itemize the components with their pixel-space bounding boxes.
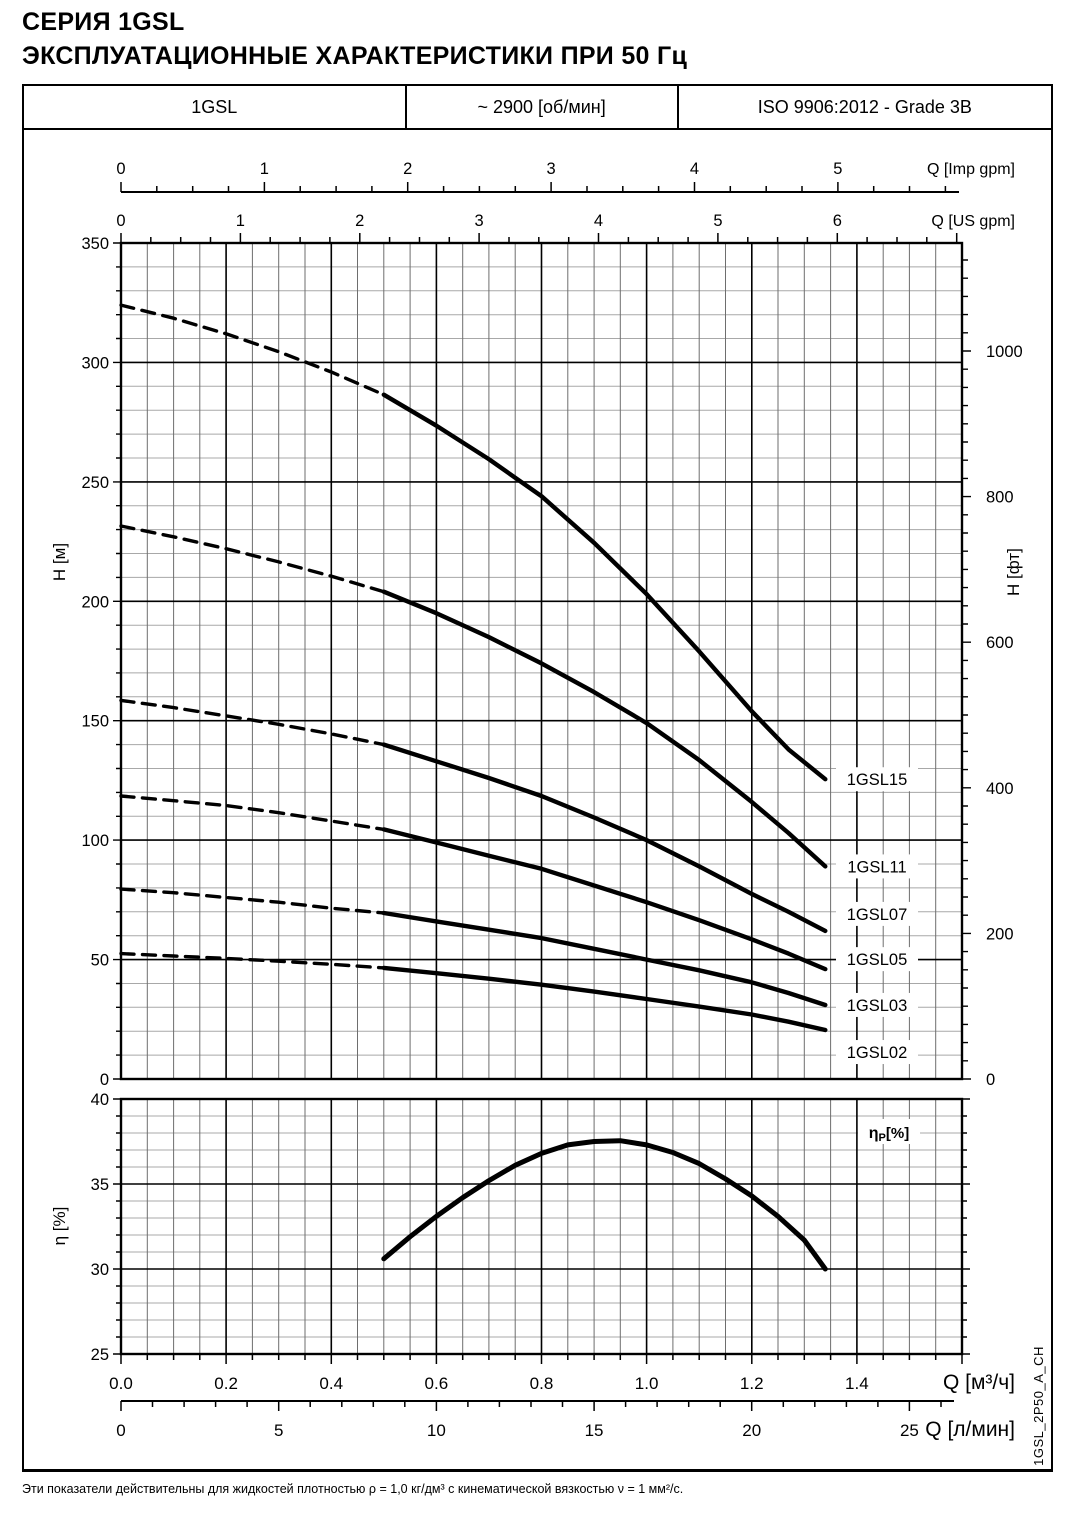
us-gpm-tick-label: 1 (235, 212, 245, 230)
m3h-tick-label: 0.0 (109, 1374, 133, 1393)
us-gpm-tick-label: 3 (474, 212, 484, 230)
imp-gpm-tick-label: 2 (403, 160, 413, 178)
eta-tick-label: 35 (90, 1176, 109, 1194)
series-label-layer (836, 767, 918, 1064)
axis-label-q-m3h: Q [м³/ч] (942, 1371, 1015, 1394)
head-ft-tick-label: 800 (986, 488, 1014, 507)
page-title-series: СЕРИЯ 1GSL (22, 8, 185, 36)
head-m-tick-label: 250 (81, 473, 109, 492)
curve-solid-1GSL11 (384, 592, 826, 867)
lmin-tick-label: 25 (899, 1421, 919, 1440)
curve-solid-1GSL15 (384, 395, 826, 780)
m3h-tick-label: 1.0 (634, 1374, 659, 1393)
us-gpm-tick-label: 0 (116, 212, 126, 230)
header-pump-model: 1GSL (24, 86, 407, 128)
head-m-tick-label: 350 (81, 235, 109, 253)
curve-label-1GSL11: 1GSL11 (847, 858, 907, 877)
curve-label-1GSL02: 1GSL02 (846, 1044, 908, 1063)
performance-chart (24, 130, 1051, 1467)
head-m-tick-label: 0 (99, 1071, 109, 1089)
axis-label-us-gpm: Q [US gpm] (931, 213, 1015, 230)
major-vertical-gridlines (226, 243, 857, 1354)
head-ft-tick-label: 200 (986, 925, 1014, 944)
m3h-tick-label: 0.2 (214, 1374, 238, 1393)
axis-label-head-m: H [м] (50, 542, 69, 582)
chart-frame (22, 84, 1053, 1472)
m3h-tick-label: 1.2 (739, 1374, 764, 1393)
us-gpm-tick-label: 6 (832, 212, 842, 230)
m3h-tick-marks (121, 1354, 962, 1364)
curve-label-1GSL07: 1GSL07 (846, 905, 908, 924)
lmin-tick-label: 20 (742, 1421, 762, 1440)
head-ft-tick-label: 0 (986, 1071, 996, 1089)
imp-gpm-tick-label: 4 (689, 160, 700, 178)
eta-tick-label: 30 (90, 1261, 109, 1279)
axis-label-imp-gpm: Q [Imp gpm] (926, 161, 1015, 178)
curve-solid-1GSL07 (384, 745, 826, 931)
us-gpm-tick-label: 4 (593, 212, 604, 230)
curve-solid-1GSL02 (384, 968, 826, 1030)
header-test-standard: ISO 9906:2012 - Grade 3B (757, 96, 972, 117)
head-m-tick-label: 300 (81, 354, 109, 373)
imp-gpm-tick-label: 0 (116, 160, 126, 178)
axis-label-eta-percent: η [%] (50, 1206, 69, 1246)
header-pump-speed: ~ 2900 [об/мин] (407, 86, 679, 128)
m3h-tick-label: 0.8 (529, 1374, 554, 1393)
lmin-tick-marks (121, 1401, 941, 1411)
page-title-subtitle: ЭКСПЛУАТАЦИОННЫЕ ХАРАКТЕРИСТИКИ ПРИ 50 Гц (22, 42, 688, 70)
imp-gpm-tick-marks (121, 182, 945, 192)
curve-label-1GSL15: 1GSL15 (846, 771, 908, 790)
m3h-tick-label: 0.6 (424, 1374, 449, 1393)
us-gpm-tick-label: 5 (713, 212, 723, 230)
us-gpm-tick-label: 2 (355, 212, 365, 230)
lmin-tick-label: 15 (584, 1421, 604, 1440)
head-m-tick-label: 100 (81, 832, 109, 851)
lmin-tick-label: 10 (426, 1421, 446, 1440)
head-m-tick-label: 200 (81, 593, 109, 612)
document-code: 1GSL_2P50_A_CH (1031, 1346, 1046, 1466)
chart-header-row (24, 86, 1051, 130)
curve-label-1GSL03: 1GSL03 (846, 996, 908, 1015)
head-m-tick-label: 50 (90, 951, 109, 970)
footnote-text: Эти показатели действительны для жидкостей плотностью ρ = 1,0 кг/дм³ с кинематической вязкостью ν = 1 мм²/с. (22, 1482, 684, 1496)
lmin-tick-label: 0 (116, 1421, 126, 1440)
eta-legend-label: ηP[%] (868, 1125, 910, 1144)
eta-tick-label: 25 (90, 1346, 109, 1364)
m3h-tick-label: 0.4 (319, 1374, 344, 1393)
lmin-tick-label: 5 (273, 1421, 284, 1440)
imp-gpm-tick-label: 5 (833, 160, 843, 178)
head-m-tick-label: 150 (81, 712, 109, 731)
eta-tick-label: 40 (90, 1091, 109, 1109)
imp-gpm-tick-label: 1 (259, 160, 269, 178)
us-gpm-tick-marks (121, 233, 957, 243)
head-ft-tick-label: 600 (986, 634, 1014, 653)
head-ft-tick-label: 400 (986, 779, 1014, 798)
axis-label-head-ft: H [фт] (1004, 548, 1023, 596)
curve-label-1GSL05: 1GSL05 (846, 951, 908, 970)
axis-label-q-lmin: Q [л/мин] (925, 1418, 1015, 1441)
head-ft-tick-label: 1000 (986, 342, 1023, 361)
head-ft-tick-marks (962, 260, 971, 1079)
grid-layer (121, 243, 962, 1354)
efficiency-curve (384, 1141, 826, 1269)
m3h-tick-label: 1.4 (845, 1374, 869, 1393)
imp-gpm-tick-label: 3 (546, 160, 556, 178)
